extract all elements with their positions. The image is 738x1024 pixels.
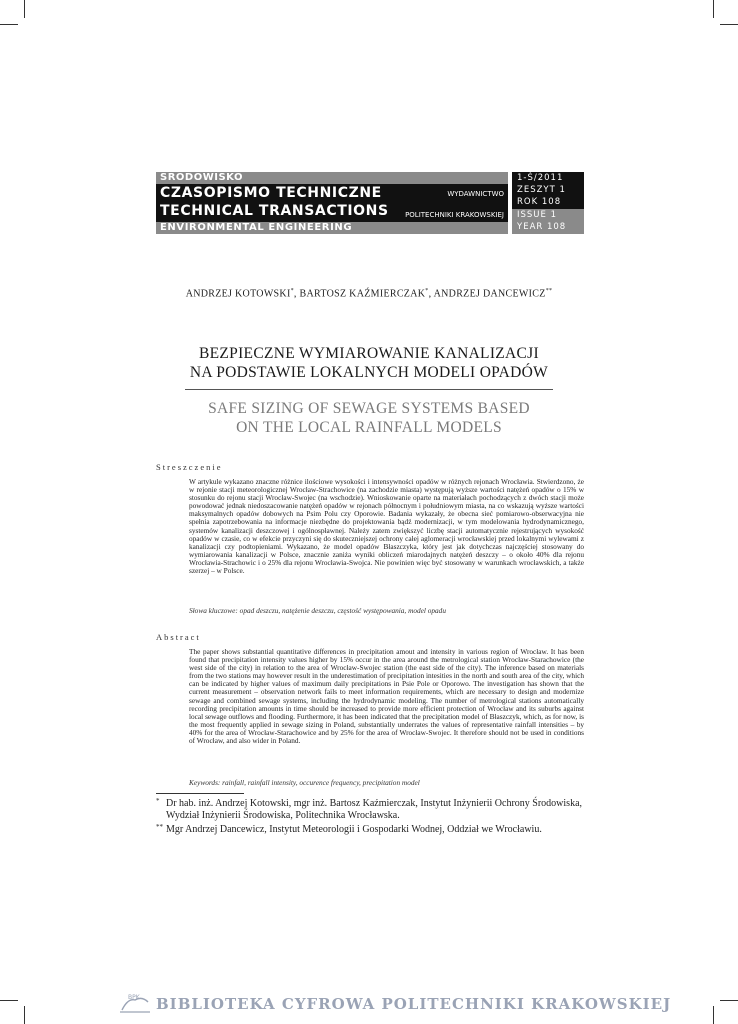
bpk-logo-text: BPK — [128, 994, 140, 1001]
crop-mark-top-right-v — [713, 0, 714, 18]
publisher-line-2: POLITECHNIKI KRAKOWSKIEJ — [405, 211, 504, 219]
abstract-text: The paper shows substantial quantitative differences in precipitation amout and intensity in various region of Wrocław. It has been found that precipitation intensity values higher by 15% occur in the area around the metrological station Wrocław-Starachowice (the west side of the city) in relation to the area of Wrocław-Swojec station (the east side of the city). The inference based on materials from the two stations may however result in the underestimation of precipitation intesities in the north and south area of the city, which can be indicated by higher values of maximum daily precipitations in Psie Pole or Oporowo. The investigation has shown that the current measurement – observation network fails to meet information requirements, which are necessary to design and modernize sewage and combined sewage systems, including the hydrodynamic modeling. The number of metrological stations automatically recording precipitation amounts in time should be increased to provide more efficient protection of Wrocław and its suburbs against local sewage outflows and flooding. Furthermore, it has been indicated that the precipitation model of Błaszczyk, which, as for now, is the most frequently applied in sewage sizing in Poland, substantially underrates the values of representative rainfall intensities – by 40% for the area of Wrocław-Starachowice and by 25% for the area of Wrocław-Swojec. It therefore should not be used in conditions of Wrocław, and also wider in Poland. — [189, 647, 584, 746]
author-affiliation-mark: * — [290, 288, 294, 294]
footnote-text: Dr hab. inż. Andrzej Kotowski, mgr inż. Bartosz Kaźmierczak, Instytut Inżynierii Ochrony Środowiska, Wydział Inżynierii Środowiska, Politechnika Wrocławska. — [166, 798, 583, 821]
masthead-section: ŚRODOWISKO — [156, 172, 508, 184]
author-separator: , — [293, 288, 300, 300]
paper-title-english-line: ON THE LOCAL RAINFALL MODELS — [236, 419, 502, 436]
title-divider — [185, 389, 553, 390]
author-name: BARTOSZ KAŹMIERCZAK — [299, 288, 426, 300]
issue-code: 1-Ś/2011 — [512, 172, 584, 184]
footnote-divider — [156, 793, 244, 794]
issue-zeszyt: ZESZYT 1 — [512, 184, 584, 197]
footnote-mark: * — [156, 797, 160, 805]
bpk-logo-icon — [118, 990, 152, 1016]
paper-title-polish — [0, 344, 738, 382]
author-separator: , — [428, 288, 434, 300]
masthead-journal-band — [156, 184, 508, 222]
paper-title-english — [0, 399, 738, 437]
crop-mark-top-left-h — [0, 24, 18, 25]
journal-title-pl: CZASOPISMO TECHNICZNE — [160, 185, 382, 201]
crop-mark-top-right-h — [720, 24, 738, 25]
streszczenie-label: Streszczenie — [156, 462, 223, 472]
issue-rok: ROK 108 — [512, 197, 584, 209]
author-name: ANDRZEJ DANCEWICZ — [433, 288, 546, 300]
paper-title-polish-line: NA PODSTAWIE LOKALNYCH MODELI OPADÓW — [189, 364, 549, 381]
abstract-label: Abstract — [156, 632, 201, 642]
footnote-text: Mgr Andrzej Dancewicz, Instytut Meteorologii i Gospodarki Wodnej, Oddział we Wrocławiu. — [166, 824, 542, 835]
issue-year-en: YEAR 108 — [512, 222, 584, 234]
crop-mark-bottom-right-v — [713, 1006, 714, 1024]
masthead-field: ENVIRONMENTAL ENGINEERING — [156, 222, 508, 234]
publisher-line-1: WYDAWNICTWO — [447, 190, 504, 198]
paper-title-english-line: SAFE SIZING OF SEWAGE SYSTEMS BASED — [208, 400, 530, 417]
masthead-title-block — [156, 172, 508, 234]
crop-mark-bottom-left-h — [0, 1000, 18, 1001]
author-affiliation-mark: ** — [545, 288, 553, 294]
author-line — [0, 288, 738, 299]
footnote — [156, 824, 586, 836]
digital-library-name: BIBLIOTEKA CYFROWA POLITECHNIKI KRAKOWSKIEJ — [156, 995, 672, 1013]
crop-mark-bottom-right-h — [720, 1000, 738, 1001]
masthead-issue-block — [512, 172, 584, 234]
footnote — [156, 798, 586, 822]
author-name: ANDRZEJ KOTOWSKI — [185, 288, 291, 300]
abstract-keywords: Keywords: rainfall, rainfall intensity, occurence frequency, precipitation model — [189, 778, 420, 787]
crop-mark-top-left-v — [24, 0, 25, 18]
issue-number-en: ISSUE 1 — [512, 209, 584, 222]
crop-mark-bottom-left-v — [24, 1006, 25, 1024]
streszczenie-text: W artykule wykazano znaczne różnice ilościowe wysokości i intensywności opadów w różnych rejonach Wrocławia. Stwierdzono, że w rejonie stacji meteorologicznej Wrocław-Strachowice (na zachodzie miasta) występują wyższe wartości natężeń opadów o 15% w stosunku do rejonu stacji Wrocław-Swojec (na wschodzie). Wnioskowanie oparte na materiałach pochodzących z dwóch stacji może powodować jednak niedoszacowanie natężeń opadów w rejonach północnym i południowym miasta, na co wskazują wyższe wartości maksymalnych opadów dobowych na Psim Polu czy Oporowie. Badania wykazały, że obecna sieć pomiarowo-obserwacyjna nie spełnia zapotrzebowania na informacje niezbędne do projektowania bądź modernizacji, w tym modelowania hydrodynamicznego, systemów kanalizacji deszczowej i ogólnospławnej. Należy zatem zwiększyć liczbę stacji automatycznie rejestrujących wysokość opadów w czasie, co w efekcie przyczyni się do skuteczniejszej ochrony całej aglomeracji wrocławskiej przed lokalnymi wylewami z kanalizacji czy podtopieniami. Wykazano, że model opadów Błaszczyka, który jest jak dotychczas najczęściej stosowany do wymiarowania kanalizacji w Polsce, znacznie zaniża wyniki obliczeń miarodajnych natężeń deszczy – o około 40% dla rejonu Wrocławia-Strachowic i o 25% dla rejonu Wrocławia-Swojca. Nie powinien więc być stosowany w warunkach wrocławskich, a także szerzej – w Polsce. — [189, 477, 584, 576]
journal-masthead — [156, 172, 584, 234]
author-affiliation-mark: * — [425, 288, 429, 294]
journal-title-en: TECHNICAL TRANSACTIONS — [160, 203, 389, 219]
streszczenie-keywords: Słowa kluczowe: opad deszczu, natężenie deszczu, częstość występowania, model opadu — [189, 606, 446, 615]
digital-library-footer — [118, 990, 672, 1018]
footnote-mark: ** — [156, 823, 163, 831]
paper-title-polish-line: BEZPIECZNE WYMIAROWANIE KANALIZACJI — [199, 345, 539, 362]
